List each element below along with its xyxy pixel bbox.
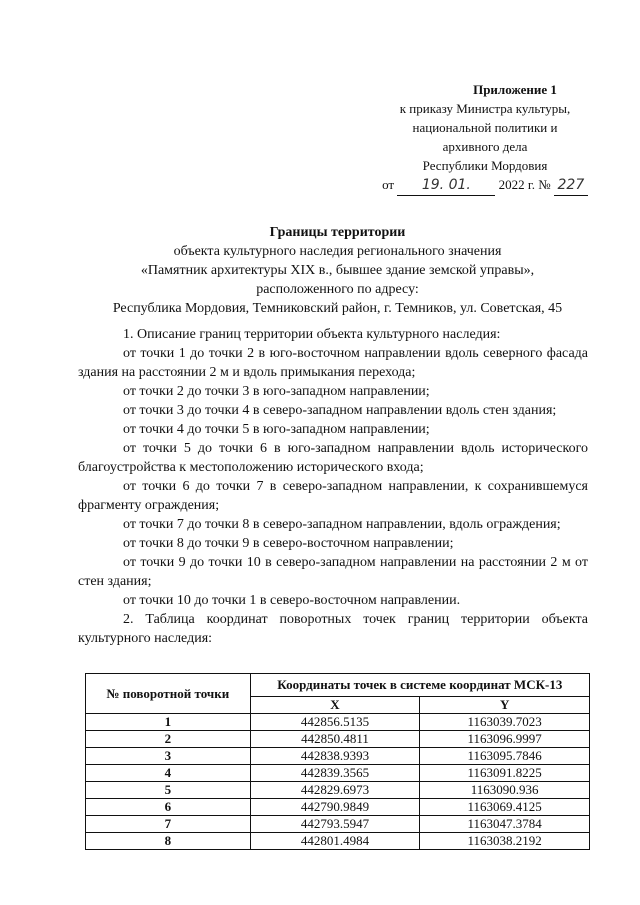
appendix-block: [360, 80, 610, 196]
coord-x: 442801.4984: [250, 833, 420, 850]
heading-line: объекта культурного наследия регионального значения: [173, 244, 502, 259]
paragraph: от точки 8 до точки 9 в северо-восточном направлении;: [123, 536, 454, 551]
date-blank: [397, 175, 495, 196]
header-point-number: № поворотной точки: [86, 674, 251, 714]
appendix-line: национальной политики и: [412, 120, 558, 135]
heading-line: Республика Мордовия, Темниковский район, г. Темников, ул. Советская, 45: [112, 301, 563, 316]
coord-y: 1163095.7846: [420, 748, 590, 765]
coord-x: 442839.3565: [250, 765, 420, 782]
paragraph: от точки 10 до точки 1 в северо-восточном направлении.: [123, 593, 461, 608]
table-row: [86, 731, 590, 748]
point-number: 2: [86, 731, 251, 748]
paragraph: от точки 1 до точки 2 в юго-восточном направлении вдоль северного фасада здания на расстоянии 2 м и вдоль примыкания перехода;: [78, 346, 588, 380]
paragraph: 1. Описание границ территории объекта культурного наследия:: [123, 327, 501, 342]
table-row: [86, 765, 590, 782]
paragraph: 2. Таблица координат поворотных точек границ территории объекта культурного наследия:: [78, 612, 588, 646]
point-number: 4: [86, 765, 251, 782]
paragraph: от точки 7 до точки 8 в северо-западном направлении, вдоль ограждения;: [123, 517, 561, 532]
heading-line: «Памятник архитектуры XIX в., бывшее здание земской управы»,: [140, 263, 535, 278]
handwritten-date: 19. 01.: [421, 177, 471, 193]
table-row: [86, 748, 590, 765]
appendix-title: Приложение 1: [473, 82, 557, 97]
coord-x: 442856.5135: [250, 714, 420, 731]
order-date-line: [360, 175, 610, 196]
appendix-line: Республики Мордовия: [422, 158, 548, 173]
point-number: 8: [86, 833, 251, 850]
paragraph: от точки 4 до точки 5 в юго-западном направлении;: [123, 422, 430, 437]
number-blank: [554, 175, 588, 196]
heading-line: расположенного по адресу:: [256, 282, 419, 297]
coord-x: 442850.4811: [250, 731, 420, 748]
paragraph: от точки 6 до точки 7 в северо-западном направлении, к сохранившемуся фрагменту ограждения;: [78, 479, 588, 513]
header-x: X: [250, 697, 420, 714]
year-text: 2022 г. №: [498, 177, 551, 192]
coord-y: 1163047.3784: [420, 816, 590, 833]
coord-y: 1163039.7023: [420, 714, 590, 731]
coordinates-table: [85, 673, 590, 850]
coord-y: 1163038.2192: [420, 833, 590, 850]
table-row: [86, 799, 590, 816]
body-text: [78, 325, 588, 648]
paragraph: от точки 2 до точки 3 в юго-западном направлении;: [123, 384, 430, 399]
table-row: [86, 833, 590, 850]
table-row: [86, 782, 590, 799]
appendix-line: к приказу Министра культуры,: [399, 101, 571, 116]
point-number: 5: [86, 782, 251, 799]
point-number: 1: [86, 714, 251, 731]
point-number: 7: [86, 816, 251, 833]
table-row: [86, 816, 590, 833]
coord-y: 1163090.936: [420, 782, 590, 799]
paragraph: от точки 3 до точки 4 в северо-западном направлении вдоль стен здания;: [123, 403, 557, 418]
coord-y: 1163096.9997: [420, 731, 590, 748]
coord-x: 442829.6973: [250, 782, 420, 799]
paragraph: от точки 5 до точки 6 в юго-западном направлении вдоль исторического благоустройства к местоположению исторического входа;: [78, 441, 588, 475]
heading-title: Границы территории: [269, 225, 406, 240]
point-number: 3: [86, 748, 251, 765]
coord-x: 442790.9849: [250, 799, 420, 816]
coord-x: 442838.9393: [250, 748, 420, 765]
handwritten-number: 227: [557, 177, 585, 193]
coord-x: 442793.5947: [250, 816, 420, 833]
point-number: 6: [86, 799, 251, 816]
table-row: [86, 714, 590, 731]
coord-y: 1163069.4125: [420, 799, 590, 816]
header-y: Y: [420, 697, 590, 714]
document-heading: [60, 223, 615, 318]
appendix-line: архивного дела: [442, 139, 528, 154]
date-prefix: от: [382, 177, 395, 192]
paragraph: от точки 9 до точки 10 в северо-западном направлении на расстоянии 2 м от стен здания;: [78, 555, 588, 589]
coord-y: 1163091.8225: [420, 765, 590, 782]
header-coordinates: Координаты точек в системе координат МСК-13: [250, 674, 589, 697]
